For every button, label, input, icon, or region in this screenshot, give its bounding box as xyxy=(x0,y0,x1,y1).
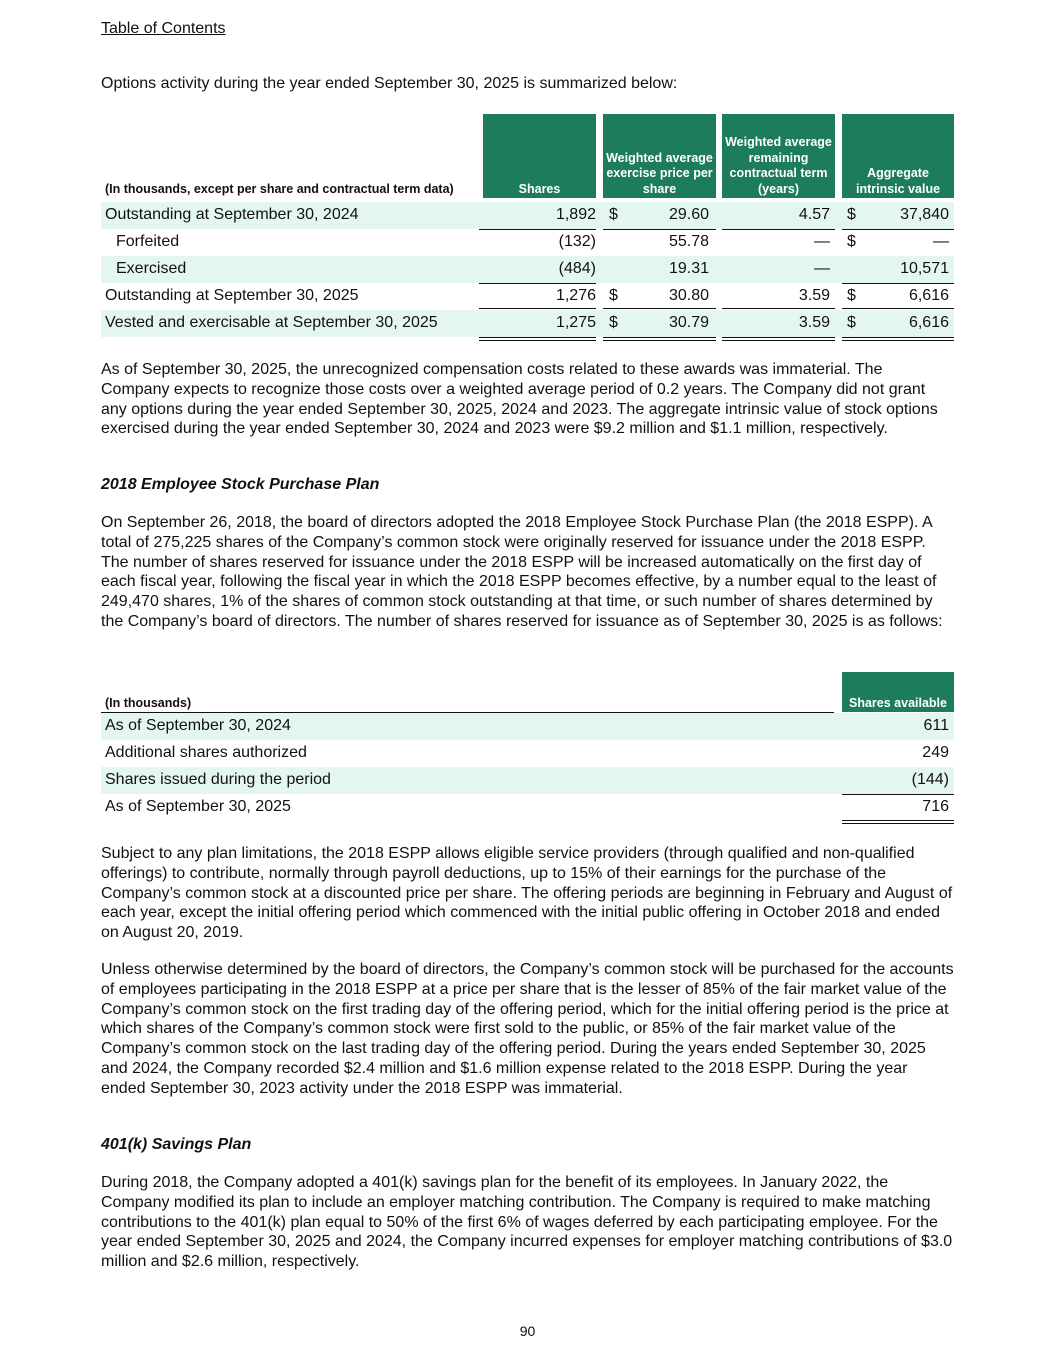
espp-table-header xyxy=(101,672,954,712)
table-row: Exercised (484) 19.31 — 10,571 xyxy=(101,256,954,283)
savings-plan-paragraph: During 2018, the Company adopted a 401(k) savings plan for the benefit of its employees. In January 2022, the Company modified its plan to include an employer matching contribution. The Company is required to make matching contributions to the 401(k) plan equal to 50% of the first 6% of wages deferred by each participating employee. For the year ended September 30, 2025 and 2024, the Company incurred expenses for employer matching contributions of $3.0 million and $2.6 million, respectively. xyxy=(101,1174,953,1271)
options-table-header xyxy=(101,114,954,198)
espp-paragraph: On September 26, 2018, the board of directors adopted the 2018 Employee Stock Purchase Plan (the 2018 ESPP). A total of 275,225 shares of the Company’s common stock were originally reserved for issuance under the 2018 ESPP. The number of shares reserved for issuance under the 2018 ESPP will be increased automatically on the first day of each fiscal year, following the fiscal year in which the 2018 ESPP becomes effective, by a number equal to the least of 249,470 shares, 1% of the shares of common stock outstanding at that time, or such number of shares determined by the Company’s board of directors. The number of shares reserved for issuance as of September 30, 2025 is as follows: xyxy=(101,514,943,630)
page-number: 90 xyxy=(519,1323,536,1339)
espp-contribution-paragraph: Subject to any plan limitations, the 2018 ESPP allows eligible service providers (through qualified and non-qualified offerings) to contribute, normally through payroll deductions, up to 15% of their earnings for the purchase of the Company’s common stock at a discounted price per share. The offering periods are beginning in February and August of each year, except the initial offering period which commenced with the initial public offering in October 2018 and ended on August 20, 2019. xyxy=(101,845,953,942)
unrecognized-compensation-paragraph: As of September 30, 2025, the unrecognized compensation costs related to these awards was immaterial. The Company expects to recognize those costs over a weighted average period of 0.2 years. The Company did not grant any options during the year ended September 30, 2025, 2024 and 2023. The aggregate intrinsic value of stock options exercised during the year ended September 30, 2024 and 2023 were $9.2 million and $1.1 million, respectively. xyxy=(101,361,938,438)
table-row: As of September 30, 2025 716 xyxy=(101,794,954,821)
col-shares: Shares xyxy=(483,114,596,198)
col-exercise-price: Weighted average exercise price per share xyxy=(603,114,716,198)
espp-heading: 2018 Employee Stock Purchase Plan xyxy=(101,476,380,493)
options-activity-table xyxy=(101,114,954,337)
col-contractual-term: Weighted average remaining contractual term (years) xyxy=(722,114,835,198)
table-row: As of September 30, 2024 611 xyxy=(101,713,954,740)
table-row: Additional shares authorized 249 xyxy=(105,744,949,761)
table-row: Outstanding at September 30, 2025 1,276 $ 30.80 3.59 $ 6,616 xyxy=(101,283,954,310)
table-row: Outstanding at September 30, 2024 1,892 $ 29.60 4.57 $ 37,840 xyxy=(101,202,954,229)
col-intrinsic-value: Aggregate intrinsic value xyxy=(842,114,954,198)
options-row-header: (In thousands, except per share and contractual term data) xyxy=(105,181,454,196)
espp-shares-table xyxy=(101,672,954,821)
table-of-contents-link[interactable]: Table of Contents xyxy=(101,20,226,37)
espp-row-header: (In thousands) xyxy=(105,696,192,710)
col-shares-available: Shares available xyxy=(842,672,954,712)
table-row: Vested and exercisable at September 30, 2025 1,275 $ 30.79 3.59 $ 6,616 xyxy=(101,310,954,337)
table-row: Forfeited (132) 55.78 — $ — xyxy=(101,229,954,256)
espp-purchase-price-paragraph: Unless otherwise determined by the board of directors, the Company’s common stock will be purchased for the accounts of employees participating in the 2018 ESPP at a price per share that is the lesser of 85% of the fair market value of the Company’s common stock on the first trading day of the offering period, which for the initial offering period is the price at which shares of the Company’s common stock were first sold to the public, or 85% of the fair market value of the Company’s common stock on the last trading day of the offering period. During the years ended September 30, 2025 and 2024, the Company recorded $2.4 million and $1.6 million expense related to the 2018 ESPP. During the year ended September 30, 2023 activity under the 2018 ESPP was immaterial. xyxy=(101,961,954,1097)
savings-plan-heading: 401(k) Savings Plan xyxy=(101,1136,252,1153)
options-intro: Options activity during the year ended September 30, 2025 is summarized below: xyxy=(101,75,678,92)
table-row: Shares issued during the period (144) xyxy=(101,767,954,794)
